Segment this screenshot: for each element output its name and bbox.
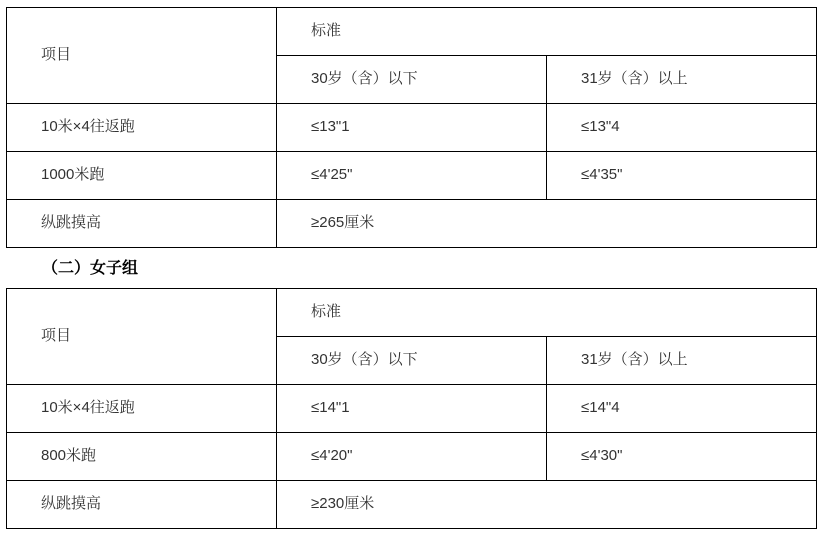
- age-under-30-header: 30岁（含）以下: [277, 337, 547, 385]
- item-cell: 纵跳摸高: [7, 481, 277, 529]
- table-row: [7, 200, 817, 248]
- standard-column-header: 标准: [277, 8, 817, 56]
- standard-column-header: 标准: [277, 289, 817, 337]
- item-cell: 10米×4往返跑: [7, 385, 277, 433]
- age-over-31-header: 31岁（含）以上: [547, 56, 817, 104]
- value-cell-under30: ≤4'20": [277, 433, 547, 481]
- merged-value-cell: ≥230厘米: [277, 481, 817, 529]
- item-cell: 1000米跑: [7, 152, 277, 200]
- value-cell-over31: ≤13"4: [547, 104, 817, 152]
- men-group-standards-table: [6, 7, 817, 248]
- table-row: [7, 433, 817, 481]
- value-cell-over31: ≤4'30": [547, 433, 817, 481]
- age-under-30-header: 30岁（含）以下: [277, 56, 547, 104]
- table-header-row-1: [7, 8, 817, 56]
- value-cell-over31: ≤4'35": [547, 152, 817, 200]
- value-cell-under30: ≤13"1: [277, 104, 547, 152]
- table-row: [7, 152, 817, 200]
- table-row: [7, 104, 817, 152]
- women-group-standards-table: [6, 288, 817, 529]
- item-column-header: 项目: [7, 8, 277, 104]
- value-cell-under30: ≤14"1: [277, 385, 547, 433]
- item-cell: 10米×4往返跑: [7, 104, 277, 152]
- item-cell: 纵跳摸高: [7, 200, 277, 248]
- table-row: [7, 481, 817, 529]
- age-over-31-header: 31岁（含）以上: [547, 337, 817, 385]
- merged-value-cell: ≥265厘米: [277, 200, 817, 248]
- value-cell-over31: ≤14"4: [547, 385, 817, 433]
- table-header-row-1: [7, 289, 817, 337]
- value-cell-under30: ≤4'25": [277, 152, 547, 200]
- item-column-header: 项目: [7, 289, 277, 385]
- section-heading-women-group: （二）女子组: [42, 260, 139, 277]
- table-row: [7, 385, 817, 433]
- item-cell: 800米跑: [7, 433, 277, 481]
